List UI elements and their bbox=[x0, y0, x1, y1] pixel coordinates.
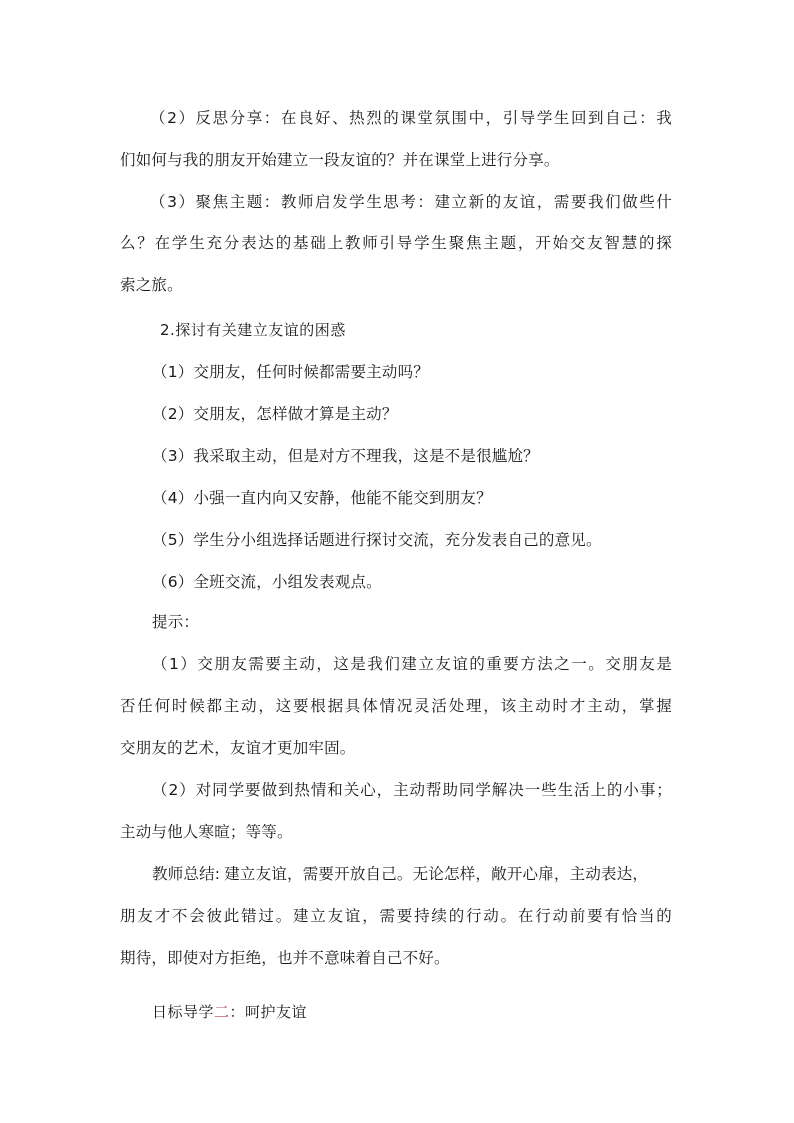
section-heading: 2.探讨有关建立友谊的困惑 bbox=[160, 321, 346, 339]
goal-heading-title: ：呵护友谊 bbox=[229, 1003, 308, 1021]
paragraph-line: 索之旅。 bbox=[120, 276, 183, 294]
teacher-summary-text: 建立友谊，需要开放自己。无论怎样，敞开心扉，主动表达， bbox=[224, 865, 649, 883]
teacher-summary-line: 朋友才不会彼此错过。建立友谊，需要持续的行动。在行动前要有恰当的 bbox=[120, 907, 672, 925]
question-item: （4）小强一直内向又安静，他能不能交到朋友？ bbox=[152, 489, 492, 507]
hint-line: 交朋友的艺术，友谊才更加牢固。 bbox=[120, 739, 356, 757]
paragraph-line: 们如何与我的朋友开始建立一段友谊的？并在课堂上进行分享。 bbox=[120, 151, 560, 169]
hint-label: 提示： bbox=[152, 613, 200, 631]
paragraph-line: （2）反思分享：在良好、热烈的课堂氛围中，引导学生回到自己：我 bbox=[150, 109, 672, 127]
question-item: （6）全班交流，小组发表观点。 bbox=[152, 573, 382, 591]
paragraph-line: （3）聚焦主题：教师启发学生思考：建立新的友谊，需要我们做些什 bbox=[150, 193, 672, 211]
goal-heading-prefix: 日标导学 bbox=[152, 1003, 215, 1021]
teacher-summary-line: 期待，即使对方拒绝，也并不意味着自己不好。 bbox=[120, 949, 450, 967]
question-item: （5）学生分小组选择话题进行探讨交流，充分发表自己的意见。 bbox=[152, 531, 602, 549]
question-item: （1）交朋友，任何时候都需要主动吗？ bbox=[152, 363, 429, 381]
teacher-summary-first-line bbox=[152, 864, 672, 884]
question-item: （3）我采取主动，但是对方不理我，这是不是很尴尬？ bbox=[152, 447, 539, 465]
goal-heading bbox=[152, 1002, 712, 1022]
hint-line: （2）对同学要做到热情和关心，主动帮助同学解决一些生活上的小事； bbox=[152, 781, 672, 799]
paragraph-line: 么？在学生充分表达的基础上教师引导学生聚焦主题，开始交友智慧的探 bbox=[120, 234, 672, 252]
goal-heading-number: 二 bbox=[214, 1003, 230, 1021]
hint-line: 主动与他人寒暄；等等。 bbox=[120, 823, 293, 841]
hint-line: （1）交朋友需要主动，这是我们建立友谊的重要方法之一。交朋友是 bbox=[152, 655, 672, 673]
hint-line: 否任何时候都主动，这要根据具体情况灵活处理，该主动时才主动，掌握 bbox=[120, 697, 672, 715]
question-item: （2）交朋友，怎样做才算是主动？ bbox=[152, 405, 398, 423]
teacher-summary-label: 教师总结: bbox=[152, 865, 221, 883]
